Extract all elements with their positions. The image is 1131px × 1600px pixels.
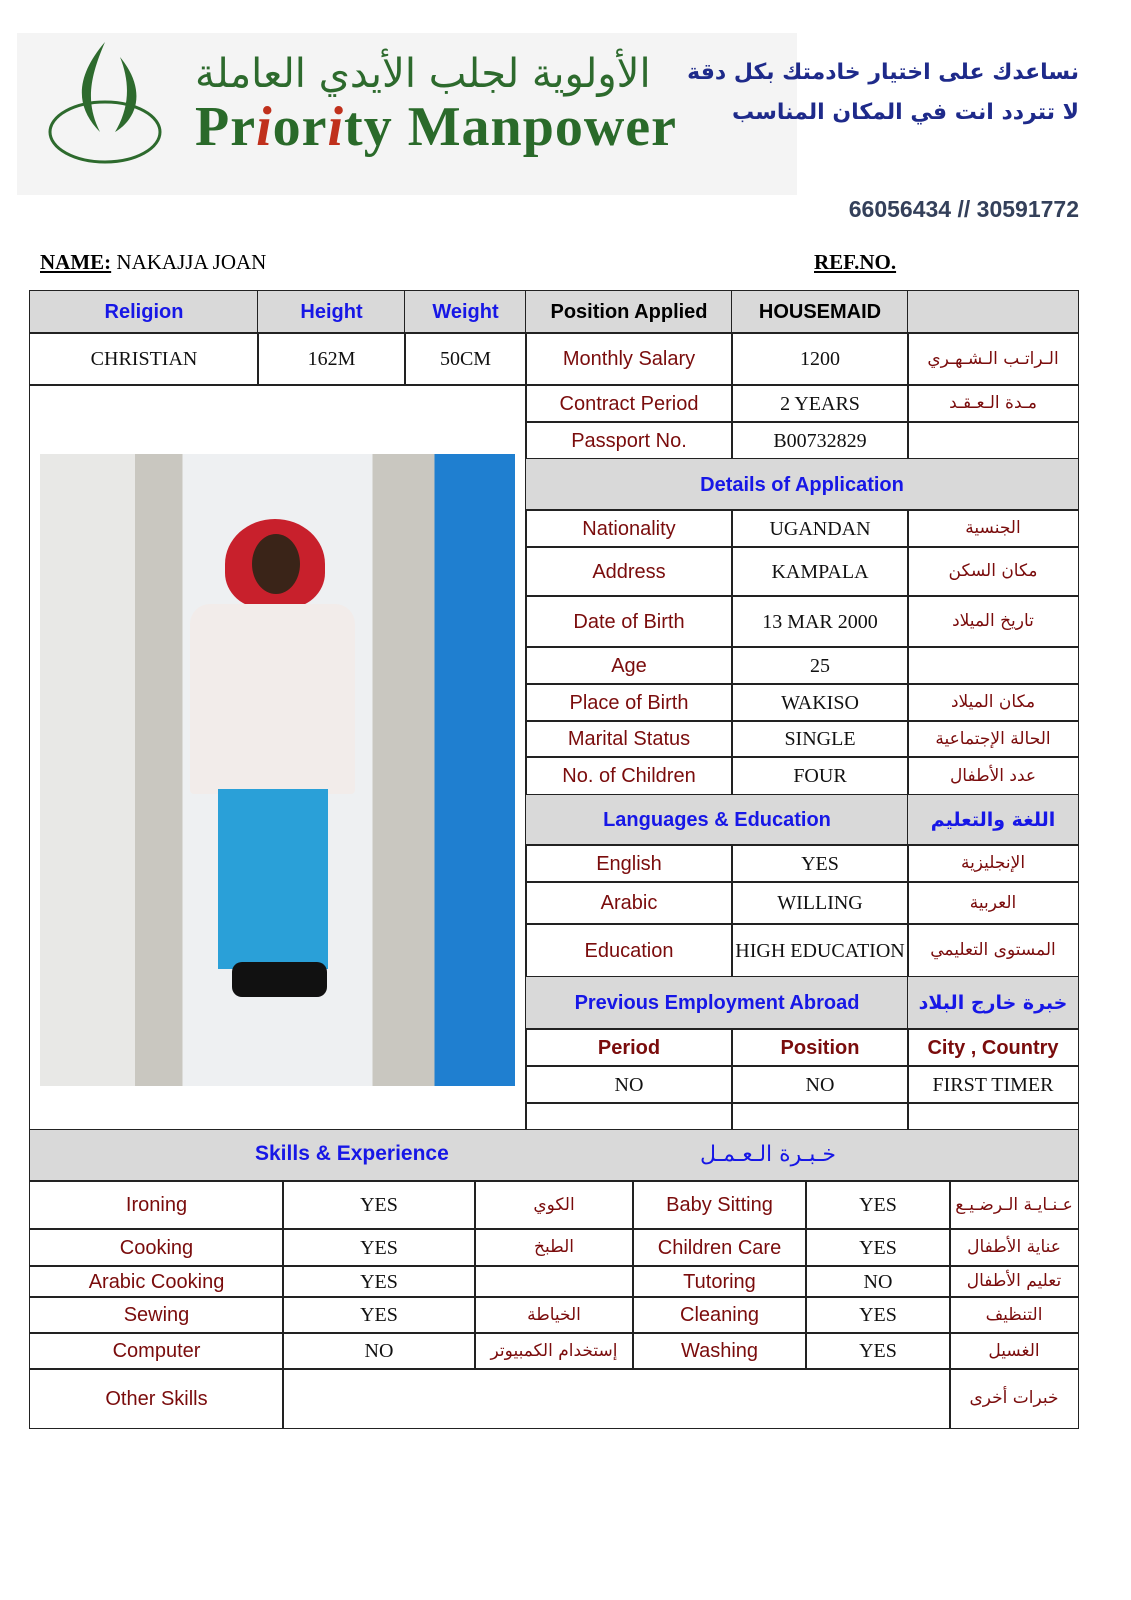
marital-status-value: SINGLE [731, 720, 909, 758]
height-value: 162M [257, 332, 406, 386]
skill-arabic: الطبخ [474, 1228, 634, 1267]
logo-emblem-icon [45, 37, 170, 167]
prev-header: Period [525, 1028, 733, 1067]
education-arabic: المستوى التعليمي [907, 923, 1079, 978]
monthly-salary-arabic: الـراتـب الـشـهـري [907, 332, 1079, 386]
skill-arabic: إستخدام الكمبيوتر [474, 1332, 634, 1370]
height-header: Height [257, 290, 406, 334]
nationality-value: UGANDAN [731, 509, 909, 548]
name-line [40, 250, 266, 275]
education-value: HIGH EDUCATION [731, 923, 909, 978]
prev-employment-title-arabic: خبرة خارج البلاد [907, 976, 1079, 1030]
contract-period-value: 2 YEARS [731, 384, 909, 423]
date-of-birth-arabic: تاريخ الميلاد [907, 595, 1079, 648]
skill-value: YES [282, 1296, 476, 1334]
skill-label: Cooking [29, 1228, 284, 1267]
skill-arabic: الكوي [474, 1180, 634, 1230]
nationality-arabic: الجنسية [907, 509, 1079, 548]
children-arabic: عدد الأطفال [907, 756, 1079, 796]
skill-arabic: تعليم الأطفال [949, 1265, 1079, 1298]
skill-value: YES [805, 1228, 951, 1267]
name-label: NAME: [40, 250, 112, 274]
skill-value: YES [805, 1180, 951, 1230]
passport-no-arabic [907, 421, 1079, 460]
prev-value: NO [731, 1065, 909, 1104]
skill-label: Washing [632, 1332, 807, 1370]
skill-arabic: عـنـايـة الـرضـيـع [949, 1180, 1079, 1230]
skill-label: Computer [29, 1332, 284, 1370]
place-of-birth-arabic: مكان الميلاد [907, 683, 1079, 722]
place-of-birth-value: WAKISO [731, 683, 909, 722]
other-skills-arabic: خبرات أخرى [949, 1368, 1079, 1429]
skill-value: YES [805, 1296, 951, 1334]
age-arabic [907, 646, 1079, 685]
english-value: YES [731, 844, 909, 883]
skill-value: YES [282, 1228, 476, 1267]
details-title: Details of Application [525, 458, 1079, 511]
skill-label: Cleaning [632, 1296, 807, 1334]
logo-english-text: Priority Manpower [195, 96, 677, 158]
skills-title: Skills & Experience [255, 1142, 449, 1165]
prev-header: Position [731, 1028, 909, 1067]
date-of-birth-label: Date of Birth [525, 595, 733, 648]
logo-arabic-text: الأولوية لجلب الأيدي العاملة [195, 51, 651, 97]
other-skills-label: Other Skills [29, 1368, 284, 1429]
prev-empty [731, 1102, 909, 1131]
age-label: Age [525, 646, 733, 685]
weight-value: 50CM [404, 332, 527, 386]
position-applied-header: Position Applied [525, 290, 733, 334]
skill-label: Baby Sitting [632, 1180, 807, 1230]
skill-value: YES [805, 1332, 951, 1370]
other-skills-value [282, 1368, 951, 1429]
religion-value: CHRISTIAN [29, 332, 259, 386]
english-arabic: الإنجليزية [907, 844, 1079, 883]
candidate-photo [40, 454, 515, 1086]
skills-title-arabic: خـبـرة الـعـمـل [700, 1142, 836, 1167]
skill-label: Sewing [29, 1296, 284, 1334]
skill-value: YES [282, 1180, 476, 1230]
ref-no-label: REF.NO. [814, 250, 897, 274]
arabic-arabic: العربية [907, 881, 1079, 925]
phone-numbers: 66056434 // 30591772 [848, 196, 1079, 222]
tagline-2: لا تتردد انت في المكان المناسب [731, 100, 1079, 125]
name-value: NAKAJJA JOAN [116, 250, 267, 274]
address-value: KAMPALA [731, 546, 909, 597]
nationality-label: Nationality [525, 509, 733, 548]
skill-value: NO [805, 1265, 951, 1298]
monthly-salary-label: Monthly Salary [525, 332, 733, 386]
prev-value: FIRST TIMER [907, 1065, 1079, 1104]
skill-arabic: الخياطة [474, 1296, 634, 1334]
address-arabic: مكان السكن [907, 546, 1079, 597]
skill-label: Children Care [632, 1228, 807, 1267]
arabic-value: WILLING [731, 881, 909, 925]
prev-header: City , Country [907, 1028, 1079, 1067]
skill-value: YES [282, 1265, 476, 1298]
skill-value: NO [282, 1332, 476, 1370]
position-value: HOUSEMAID [731, 290, 909, 334]
skill-label: Arabic Cooking [29, 1265, 284, 1298]
marital-status-label: Marital Status [525, 720, 733, 758]
skill-label: Ironing [29, 1180, 284, 1230]
passport-no-value: B00732829 [731, 421, 909, 460]
contract-period-label: Contract Period [525, 384, 733, 423]
monthly-salary-value: 1200 [731, 332, 909, 386]
languages-title-arabic: اللغة والتعليم [907, 794, 1079, 846]
prev-value: NO [525, 1065, 733, 1104]
weight-header: Weight [404, 290, 527, 334]
education-label: Education [525, 923, 733, 978]
prev-employment-title: Previous Employment Abroad [525, 976, 909, 1030]
children-value: FOUR [731, 756, 909, 796]
passport-no-label: Passport No. [525, 421, 733, 460]
skill-arabic: عناية الأطفال [949, 1228, 1079, 1267]
religion-header: Religion [29, 290, 259, 334]
tagline-1: نساعدك على اختيار خادمتك بكل دقة [687, 60, 1079, 85]
skill-arabic [474, 1265, 634, 1298]
address-label: Address [525, 546, 733, 597]
company-logo [17, 33, 797, 195]
skill-label: Tutoring [632, 1265, 807, 1298]
marital-status-arabic: الحالة الإجتماعية [907, 720, 1079, 758]
date-of-birth-value: 13 MAR 2000 [731, 595, 909, 648]
blank-header [907, 290, 1079, 334]
skill-arabic: الغسيل [949, 1332, 1079, 1370]
age-value: 25 [731, 646, 909, 685]
english-label: English [525, 844, 733, 883]
languages-title: Languages & Education [525, 794, 909, 846]
prev-empty [907, 1102, 1079, 1131]
contract-period-arabic: مـدة الـعـقـد [907, 384, 1079, 423]
arabic-label: Arabic [525, 881, 733, 925]
place-of-birth-label: Place of Birth [525, 683, 733, 722]
children-label: No. of Children [525, 756, 733, 796]
prev-empty [525, 1102, 733, 1131]
skills-header-row [29, 1129, 1079, 1182]
skill-arabic: التنظيف [949, 1296, 1079, 1334]
